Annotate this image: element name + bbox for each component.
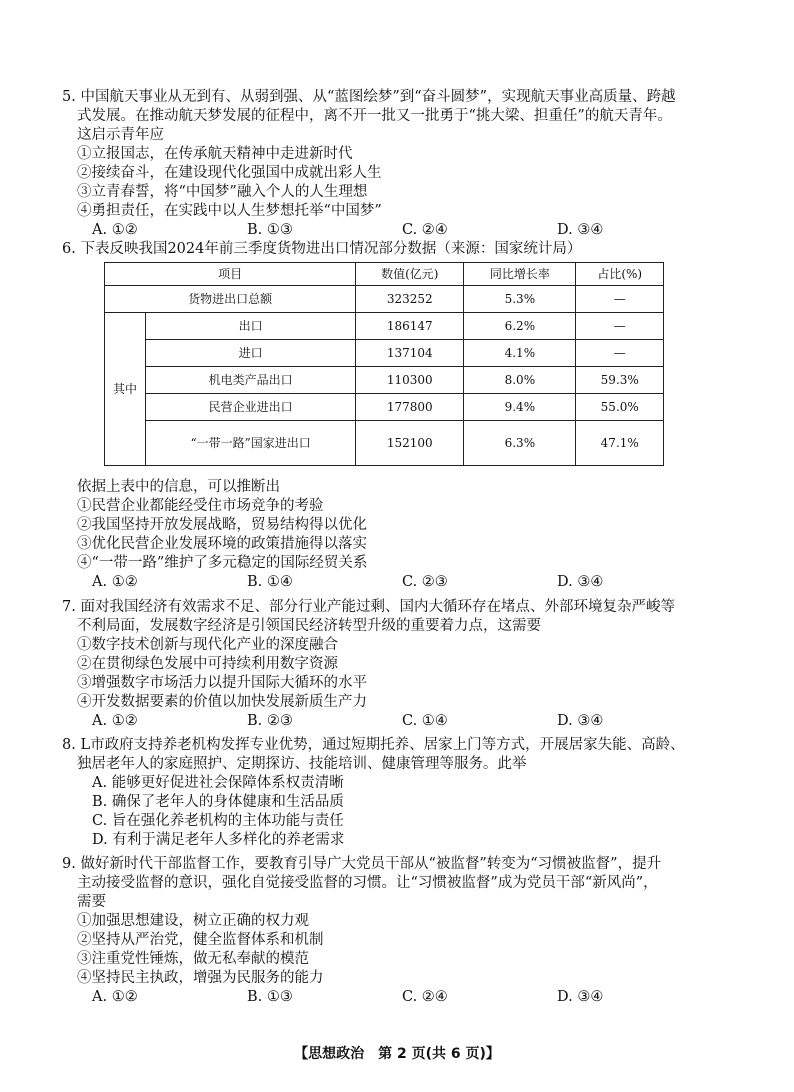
choice-c: C. ②③ <box>402 574 448 590</box>
page-footer: 【思想政治 第 2 页(共 6 页)】 <box>294 1046 500 1062</box>
table-cell-value: 323252 <box>356 286 464 313</box>
question-8-option: A. 能够更好促进社会保障体系权责清晰 <box>92 775 344 791</box>
trade-data-table <box>104 262 664 466</box>
table-cell-label: 机电类产品出口 <box>146 367 356 394</box>
table-cell-label: “一带一路”国家进出口 <box>146 421 356 466</box>
question-5-option: ③立青春誓，将“中国梦”融入个人的人生理想 <box>77 184 368 200</box>
question-7 <box>62 598 752 731</box>
question-5-option: ②接续奋斗，在建设现代化强国中成就出彩人生 <box>77 165 382 181</box>
table-cell-label: 进口 <box>146 340 356 367</box>
question-7-stem-line: 不利局面，发展数字经济是引领国民经济转型升级的重要着力点，这需要 <box>77 618 541 634</box>
table-cell-value: 152100 <box>356 421 464 466</box>
question-6-stem-line: 6. 下表反映我国2024年前三季度货物进出口情况部分数据（来源：国家统计局） <box>62 241 582 257</box>
table-cell-share: 59.3% <box>576 367 664 394</box>
question-9-option: ③注重党性锤炼，做无私奉献的模范 <box>77 951 309 967</box>
question-7-choices <box>62 712 752 731</box>
choice-a: A. ①② <box>92 713 138 729</box>
choice-b: B. ①③ <box>247 222 293 238</box>
table-cell-value: 177800 <box>356 394 464 421</box>
question-7-option: ①数字技术创新与现代化产业的深度融合 <box>77 637 338 653</box>
question-9-option: ④坚持民主执政，增强为民服务的能力 <box>77 970 324 986</box>
question-5 <box>62 88 752 240</box>
question-6-option: ②我国坚持开放发展战略，贸易结构得以优化 <box>77 517 367 533</box>
question-9-stem-line: 9. 做好新时代干部监督工作，要教育引导广大党员干部从“被监督”转变为“习惯被监督”，提升 <box>62 856 662 872</box>
question-8-stem-line: 8. L市政府支持养老机构发挥专业优势，通过短期托养、居家上门等方式，开展居家失能、高龄、 <box>62 737 685 753</box>
choice-c: C. ②④ <box>402 222 448 238</box>
choice-a: A. ①② <box>92 574 138 590</box>
question-8-option: D. 有利于满足老年人多样化的养老需求 <box>92 832 345 848</box>
choice-d: D. ③④ <box>557 989 604 1005</box>
table-cell-label: 民营企业进出口 <box>146 394 356 421</box>
table-cell-value: 137104 <box>356 340 464 367</box>
table-row <box>105 421 664 466</box>
table-cell-share: — <box>576 286 664 313</box>
table-header-value: 数值(亿元) <box>356 263 464 286</box>
choice-b: B. ①③ <box>247 989 293 1005</box>
question-6-option: ①民营企业都能经受住市场竞争的考验 <box>77 498 324 514</box>
question-7-option: ②在贯彻绿色发展中可持续利用数字资源 <box>77 656 338 672</box>
table-header-item: 项目 <box>105 263 356 286</box>
question-8-option: B. 确保了老年人的身体健康和生活品质 <box>92 794 344 810</box>
choice-d: D. ③④ <box>557 222 604 238</box>
table-cell-share: 47.1% <box>576 421 664 466</box>
choice-b: B. ②③ <box>247 713 293 729</box>
table-cell-share: 55.0% <box>576 394 664 421</box>
question-6 <box>62 240 752 259</box>
question-9 <box>62 855 752 1007</box>
table-cell-growth: 6.2% <box>464 313 576 340</box>
choice-a: A. ①② <box>92 222 138 238</box>
table-group-label: 其中 <box>105 313 146 466</box>
choice-b: B. ①④ <box>247 574 293 590</box>
question-6-body <box>62 478 752 592</box>
choice-d: D. ③④ <box>557 713 604 729</box>
table-row <box>105 313 664 340</box>
table-header-share: 占比(%) <box>576 263 664 286</box>
question-5-stem-line: 这启示青年应 <box>77 127 164 143</box>
question-7-option: ③增强数字市场活力以提升国际大循环的水平 <box>77 675 367 691</box>
question-6-option: ③优化民营企业发展环境的政策措施得以落实 <box>77 536 367 552</box>
choice-c: C. ②④ <box>402 989 448 1005</box>
question-8-option: C. 旨在强化养老机构的主体功能与责任 <box>92 813 344 829</box>
question-8-stem-line: 独居老年人的家庭照护、定期探访、技能培训、健康管理等服务。此举 <box>77 756 527 772</box>
table-cell-growth: 9.4% <box>464 394 576 421</box>
table-row <box>105 367 664 394</box>
question-9-stem-line: 需要 <box>77 894 106 910</box>
choice-a: A. ①② <box>92 989 138 1005</box>
table-cell-share: — <box>576 313 664 340</box>
choice-c: C. ①④ <box>402 713 448 729</box>
question-6-option: ④“一带一路”维护了多元稳定的国际经贸关系 <box>77 555 368 571</box>
question-7-stem-line: 7. 面对我国经济有效需求不足、部分行业产能过剩、国内大循环存在堵点、外部环境复杂严峻等 <box>62 599 675 615</box>
table-cell-label: 货物进出口总额 <box>105 286 356 313</box>
table-cell-growth: 6.3% <box>464 421 576 466</box>
table-header-growth: 同比增长率 <box>464 263 576 286</box>
choice-d: D. ③④ <box>557 574 604 590</box>
question-8 <box>62 736 752 850</box>
question-9-choices <box>62 988 752 1007</box>
table-header-row <box>105 263 664 286</box>
table-row <box>105 286 664 313</box>
table-cell-value: 110300 <box>356 367 464 394</box>
question-5-option: ④勇担责任，在实践中以人生梦想托举“中国梦” <box>77 203 382 219</box>
table-cell-label: 出口 <box>146 313 356 340</box>
question-9-stem-line: 主动接受监督的意识，强化自觉接受监督的习惯。让“习惯被监督”成为党员干部“新风尚”， <box>77 875 658 891</box>
question-9-option: ①加强思想建设，树立正确的权力观 <box>77 913 309 929</box>
table-cell-growth: 8.0% <box>464 367 576 394</box>
question-5-choices <box>62 221 752 240</box>
table-row <box>105 340 664 367</box>
question-9-option: ②坚持从严治党，健全监督体系和机制 <box>77 932 324 948</box>
table-cell-share: — <box>576 340 664 367</box>
table-row <box>105 394 664 421</box>
question-5-option: ①立报国志，在传承航天精神中走进新时代 <box>77 146 353 162</box>
question-5-stem-line: 5. 中国航天事业从无到有、从弱到强、从“蓝图绘梦”到“奋斗圆梦”，实现航天事业高质量、跨越 <box>62 89 676 105</box>
question-6-choices <box>62 573 752 592</box>
question-7-option: ④开发数据要素的价值以加快发展新质生产力 <box>77 694 367 710</box>
table-cell-value: 186147 <box>356 313 464 340</box>
question-6-prompt: 依据上表中的信息，可以推断出 <box>77 479 280 495</box>
table-cell-growth: 5.3% <box>464 286 576 313</box>
table-cell-growth: 4.1% <box>464 340 576 367</box>
question-5-stem-line: 式发展。在推动航天梦发展的征程中，离不开一批又一批勇于“挑大梁、担重任”的航天青年。 <box>77 108 672 124</box>
